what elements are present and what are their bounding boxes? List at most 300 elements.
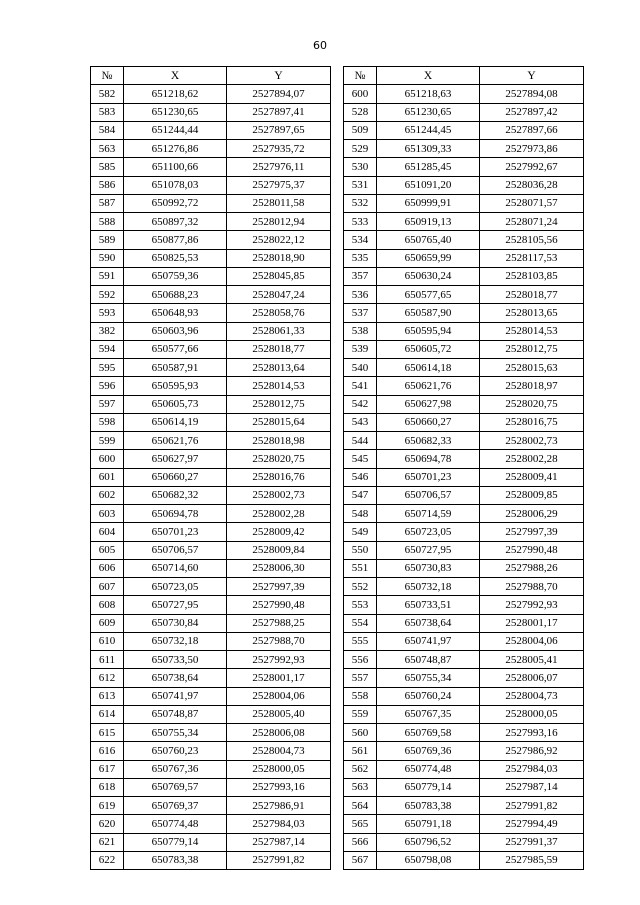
table-row [344, 541, 584, 559]
y-coordinate: 2527997,39 [480, 523, 584, 541]
y-coordinate: 2527991,82 [227, 851, 331, 869]
x-coordinate: 650769,57 [124, 778, 227, 796]
x-coordinate: 650760,23 [124, 742, 227, 760]
x-coordinate: 650733,51 [377, 596, 480, 614]
table-row [344, 432, 584, 450]
y-coordinate: 2527991,37 [480, 833, 584, 851]
x-coordinate: 650791,18 [377, 815, 480, 833]
y-coordinate: 2528013,64 [227, 359, 331, 377]
header-x: X [377, 67, 480, 85]
y-coordinate: 2528015,64 [227, 413, 331, 431]
point-number: 588 [91, 213, 124, 231]
x-coordinate: 650614,18 [377, 359, 480, 377]
y-coordinate: 2528002,73 [480, 432, 584, 450]
x-coordinate: 651091,20 [377, 176, 480, 194]
x-coordinate: 650727,95 [124, 596, 227, 614]
table-row [344, 194, 584, 212]
y-coordinate: 2528016,75 [480, 413, 584, 431]
table-row [344, 651, 584, 669]
point-number: 529 [344, 140, 377, 158]
y-coordinate: 2528022,12 [227, 231, 331, 249]
coordinates-table-right [343, 66, 584, 870]
point-number: 622 [91, 851, 124, 869]
table-row [91, 194, 331, 212]
table-row [91, 322, 331, 340]
table-row [91, 651, 331, 669]
table-row [344, 103, 584, 121]
point-number: 552 [344, 578, 377, 596]
y-coordinate: 2527984,03 [480, 760, 584, 778]
y-coordinate: 2527894,08 [480, 85, 584, 103]
y-coordinate: 2528006,30 [227, 559, 331, 577]
point-number: 535 [344, 249, 377, 267]
table-row [91, 450, 331, 468]
table-row [344, 267, 584, 285]
table-row [344, 505, 584, 523]
x-coordinate: 650741,97 [124, 687, 227, 705]
x-coordinate: 650595,93 [124, 377, 227, 395]
point-number: 565 [344, 815, 377, 833]
point-number: 536 [344, 286, 377, 304]
point-number: 592 [91, 286, 124, 304]
table-row [344, 596, 584, 614]
x-coordinate: 650732,18 [377, 578, 480, 596]
x-coordinate: 651276,86 [124, 140, 227, 158]
x-coordinate: 650660,27 [124, 468, 227, 486]
x-coordinate: 650774,48 [377, 760, 480, 778]
table-row [344, 833, 584, 851]
x-coordinate: 650701,23 [377, 468, 480, 486]
table-row [91, 523, 331, 541]
x-coordinate: 650755,34 [124, 724, 227, 742]
table-body-left [91, 85, 331, 870]
point-number: 542 [344, 395, 377, 413]
table-row [344, 742, 584, 760]
y-coordinate: 2528012,94 [227, 213, 331, 231]
table-row [344, 468, 584, 486]
x-coordinate: 650767,35 [377, 705, 480, 723]
point-number: 585 [91, 158, 124, 176]
table-row [344, 213, 584, 231]
point-number: 583 [91, 103, 124, 121]
y-coordinate: 2528014,53 [227, 377, 331, 395]
y-coordinate: 2528004,73 [227, 742, 331, 760]
point-number: 619 [91, 797, 124, 815]
table-row [91, 797, 331, 815]
point-number: 562 [344, 760, 377, 778]
table-row [91, 140, 331, 158]
y-coordinate: 2527991,82 [480, 797, 584, 815]
x-coordinate: 650877,86 [124, 231, 227, 249]
y-coordinate: 2527897,41 [227, 103, 331, 121]
table-row [344, 797, 584, 815]
table-row [344, 340, 584, 358]
x-coordinate: 651218,62 [124, 85, 227, 103]
point-number: 528 [344, 103, 377, 121]
x-coordinate: 650760,24 [377, 687, 480, 705]
x-coordinate: 650796,52 [377, 833, 480, 851]
point-number: 602 [91, 486, 124, 504]
x-coordinate: 650765,40 [377, 231, 480, 249]
x-coordinate: 650621,76 [377, 377, 480, 395]
y-coordinate: 2528000,05 [227, 760, 331, 778]
point-number: 548 [344, 505, 377, 523]
x-coordinate: 650659,99 [377, 249, 480, 267]
y-coordinate: 2528018,90 [227, 249, 331, 267]
point-number: 595 [91, 359, 124, 377]
y-coordinate: 2528012,75 [227, 395, 331, 413]
point-number: 607 [91, 578, 124, 596]
point-number: 584 [91, 121, 124, 139]
point-number: 604 [91, 523, 124, 541]
table-row [344, 486, 584, 504]
x-coordinate: 650605,73 [124, 395, 227, 413]
table-row [91, 231, 331, 249]
x-coordinate: 651078,03 [124, 176, 227, 194]
table-row [91, 632, 331, 650]
point-number: 606 [91, 559, 124, 577]
x-coordinate: 650627,97 [124, 450, 227, 468]
y-coordinate: 2528016,76 [227, 468, 331, 486]
x-coordinate: 650769,58 [377, 724, 480, 742]
header-number: № [91, 67, 124, 85]
table-row [91, 377, 331, 395]
x-coordinate: 650897,32 [124, 213, 227, 231]
y-coordinate: 2528018,77 [480, 286, 584, 304]
y-coordinate: 2527997,39 [227, 578, 331, 596]
y-coordinate: 2527973,86 [480, 140, 584, 158]
point-number: 532 [344, 194, 377, 212]
x-coordinate: 650587,90 [377, 304, 480, 322]
y-coordinate: 2528117,53 [480, 249, 584, 267]
y-coordinate: 2527985,59 [480, 851, 584, 869]
point-number: 509 [344, 121, 377, 139]
y-coordinate: 2527993,16 [227, 778, 331, 796]
table-row [344, 760, 584, 778]
table-row [91, 614, 331, 632]
point-number: 591 [91, 267, 124, 285]
table-row [344, 377, 584, 395]
point-number: 533 [344, 213, 377, 231]
x-coordinate: 651244,45 [377, 121, 480, 139]
x-coordinate: 650759,36 [124, 267, 227, 285]
point-number: 610 [91, 632, 124, 650]
y-coordinate: 2527993,16 [480, 724, 584, 742]
x-coordinate: 651309,33 [377, 140, 480, 158]
point-number: 614 [91, 705, 124, 723]
x-coordinate: 650694,78 [377, 450, 480, 468]
table-row [91, 103, 331, 121]
y-coordinate: 2528018,97 [480, 377, 584, 395]
x-coordinate: 650614,19 [124, 413, 227, 431]
y-coordinate: 2528012,75 [480, 340, 584, 358]
table-row [344, 85, 584, 103]
x-coordinate: 650627,98 [377, 395, 480, 413]
point-number: 612 [91, 669, 124, 687]
point-number: 596 [91, 377, 124, 395]
y-coordinate: 2527992,93 [227, 651, 331, 669]
x-coordinate: 650621,76 [124, 432, 227, 450]
table-row [91, 742, 331, 760]
y-coordinate: 2528009,85 [480, 486, 584, 504]
x-coordinate: 650603,96 [124, 322, 227, 340]
x-coordinate: 650714,60 [124, 559, 227, 577]
point-number: 593 [91, 304, 124, 322]
y-coordinate: 2527986,91 [227, 797, 331, 815]
y-coordinate: 2528103,85 [480, 267, 584, 285]
point-number: 558 [344, 687, 377, 705]
point-number: 615 [91, 724, 124, 742]
table-row [344, 778, 584, 796]
x-coordinate: 650738,64 [124, 669, 227, 687]
y-coordinate: 2527988,25 [227, 614, 331, 632]
table-row [344, 231, 584, 249]
x-coordinate: 650701,23 [124, 523, 227, 541]
table-row [91, 578, 331, 596]
x-coordinate: 650714,59 [377, 505, 480, 523]
x-coordinate: 650999,91 [377, 194, 480, 212]
x-coordinate: 650682,33 [377, 432, 480, 450]
table-row [344, 632, 584, 650]
point-number: 540 [344, 359, 377, 377]
y-coordinate: 2528001,17 [480, 614, 584, 632]
x-coordinate: 650755,34 [377, 669, 480, 687]
x-coordinate: 650769,36 [377, 742, 480, 760]
header-y: Y [227, 67, 331, 85]
point-number: 617 [91, 760, 124, 778]
x-coordinate: 650630,24 [377, 267, 480, 285]
table-row [91, 85, 331, 103]
y-coordinate: 2528071,57 [480, 194, 584, 212]
y-coordinate: 2528002,73 [227, 486, 331, 504]
y-coordinate: 2528002,28 [227, 505, 331, 523]
y-coordinate: 2528047,24 [227, 286, 331, 304]
table-row [344, 450, 584, 468]
y-coordinate: 2527897,66 [480, 121, 584, 139]
x-coordinate: 650767,36 [124, 760, 227, 778]
y-coordinate: 2528004,06 [227, 687, 331, 705]
point-number: 547 [344, 486, 377, 504]
table-row [344, 158, 584, 176]
table-row [344, 395, 584, 413]
x-coordinate: 650825,53 [124, 249, 227, 267]
table-row [91, 687, 331, 705]
table-row [344, 851, 584, 869]
y-coordinate: 2527897,65 [227, 121, 331, 139]
y-coordinate: 2528004,06 [480, 632, 584, 650]
x-coordinate: 650682,32 [124, 486, 227, 504]
point-number: 559 [344, 705, 377, 723]
point-number: 597 [91, 395, 124, 413]
table-row [91, 541, 331, 559]
point-number: 620 [91, 815, 124, 833]
table-row [91, 559, 331, 577]
x-coordinate: 650605,72 [377, 340, 480, 358]
point-number: 563 [91, 140, 124, 158]
point-number: 567 [344, 851, 377, 869]
point-number: 616 [91, 742, 124, 760]
x-coordinate: 650919,13 [377, 213, 480, 231]
y-coordinate: 2528002,28 [480, 450, 584, 468]
y-coordinate: 2528018,98 [227, 432, 331, 450]
x-coordinate: 650769,37 [124, 797, 227, 815]
table-row [344, 359, 584, 377]
table-row [344, 249, 584, 267]
y-coordinate: 2527994,49 [480, 815, 584, 833]
y-coordinate: 2528006,29 [480, 505, 584, 523]
x-coordinate: 650779,14 [377, 778, 480, 796]
y-coordinate: 2528005,40 [227, 705, 331, 723]
y-coordinate: 2527990,48 [227, 596, 331, 614]
x-coordinate: 650694,78 [124, 505, 227, 523]
point-number: 590 [91, 249, 124, 267]
y-coordinate: 2527988,70 [227, 632, 331, 650]
point-number: 600 [91, 450, 124, 468]
point-number: 598 [91, 413, 124, 431]
table-row [91, 249, 331, 267]
point-number: 534 [344, 231, 377, 249]
table-row [344, 121, 584, 139]
x-coordinate: 650723,05 [377, 523, 480, 541]
y-coordinate: 2528071,24 [480, 213, 584, 231]
x-coordinate: 650748,87 [124, 705, 227, 723]
y-coordinate: 2528018,77 [227, 340, 331, 358]
y-coordinate: 2527894,07 [227, 85, 331, 103]
table-row [91, 468, 331, 486]
point-number: 546 [344, 468, 377, 486]
page-number: 60 [313, 39, 327, 52]
table-row [91, 596, 331, 614]
table-row [344, 140, 584, 158]
x-coordinate: 650733,50 [124, 651, 227, 669]
point-number: 550 [344, 541, 377, 559]
y-coordinate: 2528009,41 [480, 468, 584, 486]
table-row [91, 724, 331, 742]
point-number: 531 [344, 176, 377, 194]
point-number: 554 [344, 614, 377, 632]
x-coordinate: 650660,27 [377, 413, 480, 431]
point-number: 551 [344, 559, 377, 577]
table-row [344, 614, 584, 632]
y-coordinate: 2527992,93 [480, 596, 584, 614]
y-coordinate: 2527987,14 [480, 778, 584, 796]
point-number: 599 [91, 432, 124, 450]
point-number: 530 [344, 158, 377, 176]
x-coordinate: 650774,48 [124, 815, 227, 833]
x-coordinate: 651230,65 [377, 103, 480, 121]
x-coordinate: 650688,23 [124, 286, 227, 304]
table-row [344, 322, 584, 340]
table-row [91, 760, 331, 778]
x-coordinate: 650992,72 [124, 194, 227, 212]
x-coordinate: 650648,93 [124, 304, 227, 322]
table-row [91, 267, 331, 285]
point-number: 549 [344, 523, 377, 541]
y-coordinate: 2527976,11 [227, 158, 331, 176]
x-coordinate: 650730,83 [377, 559, 480, 577]
point-number: 543 [344, 413, 377, 431]
table-header-row [344, 67, 584, 85]
table-row [91, 158, 331, 176]
table-row [91, 395, 331, 413]
point-number: 544 [344, 432, 377, 450]
point-number: 608 [91, 596, 124, 614]
point-number: 611 [91, 651, 124, 669]
x-coordinate: 650727,95 [377, 541, 480, 559]
y-coordinate: 2528105,56 [480, 231, 584, 249]
table-row [344, 559, 584, 577]
point-number: 541 [344, 377, 377, 395]
y-coordinate: 2528020,75 [227, 450, 331, 468]
table-row [344, 176, 584, 194]
table-body-right [344, 85, 584, 870]
y-coordinate: 2527975,37 [227, 176, 331, 194]
point-number: 553 [344, 596, 377, 614]
coordinates-table-left [90, 66, 331, 870]
y-coordinate: 2527986,92 [480, 742, 584, 760]
point-number: 539 [344, 340, 377, 358]
table-row [344, 815, 584, 833]
y-coordinate: 2528045,85 [227, 267, 331, 285]
y-coordinate: 2527984,03 [227, 815, 331, 833]
table-row [344, 304, 584, 322]
table-row [344, 413, 584, 431]
table-row [344, 523, 584, 541]
table-row [344, 724, 584, 742]
table-row [91, 340, 331, 358]
x-coordinate: 650779,14 [124, 833, 227, 851]
point-number: 560 [344, 724, 377, 742]
table-row [91, 359, 331, 377]
table-row [91, 176, 331, 194]
point-number: 566 [344, 833, 377, 851]
coordinate-tables [90, 66, 583, 867]
header-number: № [344, 67, 377, 85]
table-row [91, 505, 331, 523]
table-row [344, 578, 584, 596]
x-coordinate: 650783,38 [124, 851, 227, 869]
x-coordinate: 650723,05 [124, 578, 227, 596]
table-row [91, 815, 331, 833]
y-coordinate: 2528015,63 [480, 359, 584, 377]
table-row [91, 413, 331, 431]
point-number: 613 [91, 687, 124, 705]
point-number: 603 [91, 505, 124, 523]
y-coordinate: 2528004,73 [480, 687, 584, 705]
point-number: 618 [91, 778, 124, 796]
y-coordinate: 2528000,05 [480, 705, 584, 723]
point-number: 555 [344, 632, 377, 650]
y-coordinate: 2528005,41 [480, 651, 584, 669]
point-number: 609 [91, 614, 124, 632]
table-row [91, 286, 331, 304]
point-number: 556 [344, 651, 377, 669]
y-coordinate: 2528011,58 [227, 194, 331, 212]
table-row [344, 669, 584, 687]
table-header-row [91, 67, 331, 85]
table-row [91, 833, 331, 851]
table-row [91, 304, 331, 322]
x-coordinate: 651100,66 [124, 158, 227, 176]
y-coordinate: 2528006,07 [480, 669, 584, 687]
x-coordinate: 651230,65 [124, 103, 227, 121]
table-row [344, 705, 584, 723]
header-x: X [124, 67, 227, 85]
table-row [91, 851, 331, 869]
y-coordinate: 2527897,42 [480, 103, 584, 121]
point-number: 594 [91, 340, 124, 358]
table-row [344, 687, 584, 705]
